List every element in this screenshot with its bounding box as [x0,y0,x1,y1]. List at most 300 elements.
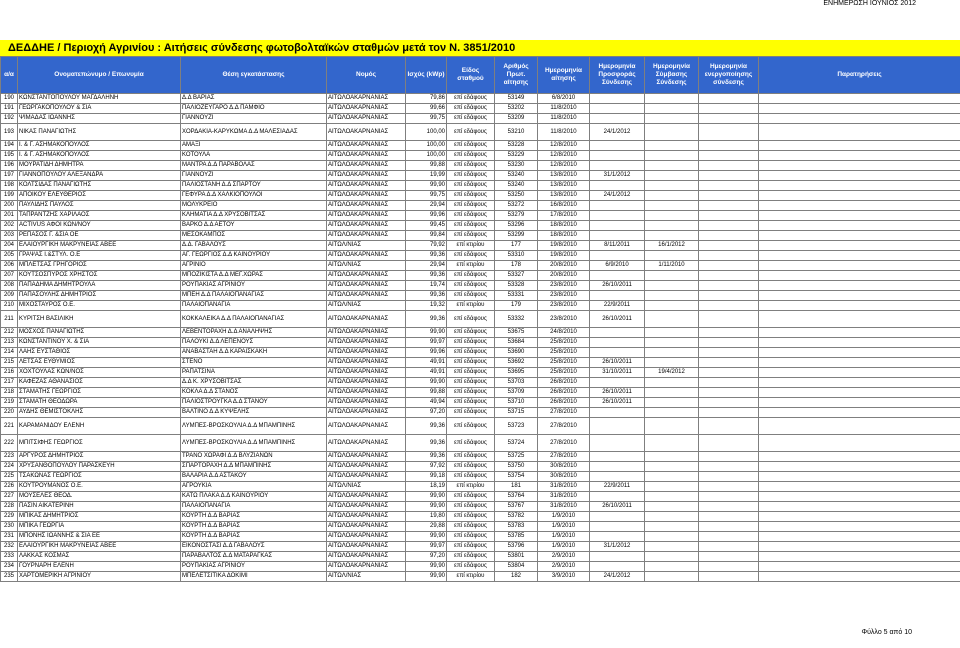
column-header: Ονοματεπώνυμο / Επωνυμία [18,57,181,94]
table-cell [759,114,960,124]
table-row [1,221,960,231]
table-cell: 177 [495,241,538,251]
table-cell: ΣΠΑΡΤΟΡΑΧΗ Δ.Δ ΜΠΑΜΠΙΝΗΣ [181,462,327,472]
table-row [1,161,960,171]
table-cell: ΑΙΤΩΛΟΑΚΑΡΝΑΝΙΑΣ [327,181,406,191]
table-cell [759,231,960,241]
table-cell: ΚΑΦΕΖΑΣ ΑΘΑΝΑΣΙΟΣ [18,378,181,388]
table-cell: ΕΛΑΙΟΥΡΓΙΚΗ ΜΑΚΡΥΝΕΙΑΣ ΑΒΕΕ [18,542,181,552]
table-cell [699,418,759,435]
table-cell [699,522,759,532]
table-cell: ΚΟΥΡΤΗ Δ.Δ ΒΑΡΙΑΣ [181,512,327,522]
table-cell: 219 [1,398,18,408]
table-cell: ΒΑΛΑΡΙΑ Δ.Δ ΑΣΤΑΚΟΥ [181,472,327,482]
table-cell: 235 [1,572,18,582]
table-cell: 53279 [495,211,538,221]
table-cell: ΑΙΤΩΛ/ΝΙΑΣ [327,241,406,251]
table-cell: 53202 [495,104,538,114]
table-cell: ΑΙΤΩΛΟΑΚΑΡΝΑΝΙΑΣ [327,418,406,435]
table-cell [759,151,960,161]
table-cell [699,452,759,462]
table-cell: 99,90 [406,328,447,338]
table-cell [759,542,960,552]
table-cell: ΑΓΡΟΥΚΙΑ [181,482,327,492]
table-cell [759,552,960,562]
table-row [1,211,960,221]
table-row [1,94,960,104]
table-cell: ΠΑΛΑΙΟΠΑΝΑΓΙΑ [181,301,327,311]
table-cell [759,201,960,211]
table-cell: επί εδάφους [447,542,495,552]
table-cell: ΜΟΣΧΟΣ ΠΑΝΑΓΙΩΤΗΣ [18,328,181,338]
table-cell: 16/8/2010 [538,201,590,211]
table-cell: ΓΕΦΥΡΑ Δ.Δ ΧΑΛΚΙΟΠΟΥΛΟΙ [181,191,327,201]
table-cell [759,408,960,418]
table-cell: επί εδάφους [447,104,495,114]
table-cell [699,201,759,211]
table-cell: ΠΑΛΟΥΚΙ Δ.Δ ΛΕΠΕΝΟΥΣ [181,338,327,348]
table-cell: 30/8/2010 [538,472,590,482]
table-cell: 193 [1,124,18,141]
table-cell: ΛΕΤΣΑΣ ΕΥΘΥΜΙΟΣ [18,358,181,368]
table-cell [759,512,960,522]
table-cell: επί εδάφους [447,452,495,462]
table-cell [699,532,759,542]
table-cell: επί εδάφους [447,311,495,328]
table-cell: 198 [1,181,18,191]
table-cell: 233 [1,552,18,562]
table-row [1,191,960,201]
table-cell [699,181,759,191]
table-cell: 22/9/2011 [590,301,645,311]
table-cell [645,522,699,532]
table-cell [699,472,759,482]
table-cell: επί εδάφους [447,492,495,502]
table-cell: επί εδάφους [447,502,495,512]
table-cell [590,452,645,462]
table-cell: ΑΙΤΩΛΟΑΚΑΡΝΑΝΙΑΣ [327,338,406,348]
table-cell: επί εδάφους [447,291,495,301]
column-header: Αριθμός Πρωτ. αίτησης [495,57,538,94]
table-cell [699,368,759,378]
table-cell: ΜΠΙΚΑΣ ΔΗΜΗΤΡΙΟΣ [18,512,181,522]
table-cell: ΠΑΡΑΒΑΛΤΟΣ Δ.Δ ΜΑΤΑΡΑΓΚΑΣ [181,552,327,562]
table-cell [590,231,645,241]
table-cell [759,358,960,368]
table-cell: 182 [495,572,538,582]
table-cell: ΑΙΤΩΛΟΑΚΑΡΝΑΝΙΑΣ [327,452,406,462]
table-cell: 53229 [495,151,538,161]
column-header: Θέση εγκατάστασης [181,57,327,94]
table-cell [645,482,699,492]
table-row [1,151,960,161]
table-cell: 26/8/2010 [538,378,590,388]
table-cell: 53210 [495,124,538,141]
table-row [1,241,960,251]
table-cell: 53695 [495,368,538,378]
table-cell: 26/10/2011 [590,311,645,328]
table-cell: ΜΙΧΟΣΤΑΥΡΟΣ Ο.Ε. [18,301,181,311]
table-cell [645,562,699,572]
table-cell: 23/8/2010 [538,311,590,328]
table-cell [645,221,699,231]
table-cell: 99,18 [406,472,447,482]
table-cell [590,291,645,301]
table-cell: 13/8/2010 [538,191,590,201]
table-cell: ΣΤΑΜΑΤΗΣ ΓΕΩΡΓΙΟΣ [18,388,181,398]
table-cell [645,291,699,301]
table-cell: ΑΙΤΩΛΟΑΚΑΡΝΑΝΙΑΣ [327,94,406,104]
table-row [1,472,960,482]
table-cell: ΛΑΚΚΑΣ ΚΟΣΜΑΣ [18,552,181,562]
table-cell [699,462,759,472]
table-cell: 19/8/2010 [538,251,590,261]
table-cell [699,221,759,231]
table-cell: 99,90 [406,378,447,388]
table-cell: 53272 [495,201,538,211]
column-header: Ισχύς (kWp) [406,57,447,94]
table-cell [645,348,699,358]
table-cell [699,141,759,151]
table-cell: 53715 [495,408,538,418]
table-cell: 53332 [495,311,538,328]
table-cell: ΜΠΟΖΙΚΙΣΤΑ Δ.Δ ΜΕΓ.ΧΩΡΑΣ [181,271,327,281]
table-cell: 99,97 [406,542,447,552]
table-cell [759,141,960,151]
table-cell: 27/8/2010 [538,408,590,418]
table-cell: ΑΙΤΩΛΟΑΚΑΡΝΑΝΙΑΣ [327,311,406,328]
table-cell: 16/1/2012 [645,241,699,251]
table-cell [759,291,960,301]
table-cell [645,388,699,398]
table-cell: 99,36 [406,291,447,301]
table-cell: 1/9/2010 [538,512,590,522]
table-cell: 25/8/2010 [538,368,590,378]
table-cell: 31/8/2010 [538,502,590,512]
table-cell [759,161,960,171]
table-cell: 24/1/2012 [590,124,645,141]
applications-table [0,56,960,582]
top-banner [0,0,960,9]
table-cell: ΑΙΤΩΛΟΑΚΑΡΝΑΝΙΑΣ [327,522,406,532]
table-cell: 26/10/2011 [590,388,645,398]
table-row [1,368,960,378]
table-cell [645,378,699,388]
table-cell: επί εδάφους [447,562,495,572]
table-cell: 99,36 [406,418,447,435]
table-cell: 53796 [495,542,538,552]
table-cell: 31/8/2010 [538,482,590,492]
table-row [1,301,960,311]
table-cell: επί κτιρίου [447,241,495,251]
table-cell: 207 [1,271,18,281]
table-cell: 194 [1,141,18,151]
table-cell [699,398,759,408]
table-cell: ΠΑΛΙΟΣΤΑΝΗ Δ.Δ ΣΠΑΡΤΟΥ [181,181,327,191]
table-cell: ΑΙΤΩΛΟΑΚΑΡΝΑΝΙΑΣ [327,151,406,161]
table-cell: 229 [1,512,18,522]
table-cell [590,181,645,191]
table-cell [590,151,645,161]
table-cell: 99,75 [406,114,447,124]
table-cell: ΑΠΟΙΚΟΥ ΕΛΕΥΘΕΡΙΟΣ [18,191,181,201]
table-cell: ΤΣΑΚΩΝΑΣ ΓΕΩΡΓΙΟΣ [18,472,181,482]
table-row [1,291,960,301]
table-row [1,482,960,492]
table-cell: 214 [1,348,18,358]
table-cell: επί κτιρίου [447,301,495,311]
page-number: Φύλλο 5 από 10 [861,629,912,636]
table-row [1,311,960,328]
table-cell: 53692 [495,358,538,368]
table-cell: ΑΙΤΩΛΟΑΚΑΡΝΑΝΙΑΣ [327,512,406,522]
table-cell: 99,36 [406,435,447,452]
table-cell [759,261,960,271]
table-cell [645,338,699,348]
table-cell [590,201,645,211]
table-cell: 27/8/2010 [538,418,590,435]
table-cell [759,472,960,482]
table-cell: επί εδάφους [447,231,495,241]
table-cell [590,472,645,482]
table-cell: ΠΑΛΙΟΖΕΥΓΑΡΟ Δ.Δ ΠΑΜΦΙΟ [181,104,327,114]
table-cell: 99,36 [406,271,447,281]
table-cell: 205 [1,251,18,261]
table-cell: επί εδάφους [447,552,495,562]
table-cell [645,502,699,512]
table-cell: ΑΙΤΩΛΟΑΚΑΡΝΑΝΙΑΣ [327,388,406,398]
table-cell [645,251,699,261]
column-header: α/α [1,57,18,94]
table-cell: ΑΙΤΩΛΟΑΚΑΡΝΑΝΙΑΣ [327,104,406,114]
table-row [1,452,960,462]
table-cell [645,231,699,241]
table-cell [590,552,645,562]
table-cell: ΚΟΥΡΤΗ Δ.Δ ΒΑΡΙΑΣ [181,532,327,542]
table-cell: 100,00 [406,124,447,141]
table-cell: 27/8/2010 [538,435,590,452]
table-row [1,124,960,141]
table-cell: 24/1/2012 [590,191,645,201]
table-row [1,552,960,562]
table-cell: ΤΑΠΡΑΝΤΖΗΣ ΧΑΡΙΛΑΟΣ [18,211,181,221]
table-cell: 224 [1,462,18,472]
table-cell: 11/8/2010 [538,124,590,141]
table-cell [759,191,960,201]
table-cell: 99,45 [406,221,447,231]
table-cell: 12/8/2010 [538,161,590,171]
table-cell: 6/8/2010 [538,94,590,104]
table-cell [590,161,645,171]
table-cell [699,328,759,338]
table-cell: 31/8/2010 [538,492,590,502]
table-cell: ΚΑΡΑΜΑΝΙΔΟΥ ΕΛΕΝΗ [18,418,181,435]
table-cell: 99,90 [406,532,447,542]
table-cell [645,311,699,328]
table-cell [699,512,759,522]
table-cell [645,572,699,582]
table-cell [645,452,699,462]
table-row [1,512,960,522]
table-cell: Δ.Δ. ΓΑΒΑΛΟΥΣ [181,241,327,251]
table-cell: 27/8/2010 [538,452,590,462]
table-cell: ΝΙΚΑΣ ΠΑΝΑΓΙΩΤΗΣ [18,124,181,141]
title-bar [0,40,960,56]
table-cell: ΑΙΤΩΛ/ΝΙΑΣ [327,482,406,492]
table-cell: ΑΜΑΞΙ [181,141,327,151]
table-cell [759,388,960,398]
table-cell: 206 [1,261,18,271]
table-cell: 8/11/2011 [590,241,645,251]
table-cell [645,161,699,171]
table-cell: ΜΕΣΟΚΑΜΠΟΣ [181,231,327,241]
table-cell: επί εδάφους [447,201,495,211]
table-cell: ΑΙΤΩΛΟΑΚΑΡΝΑΝΙΑΣ [327,221,406,231]
table-cell [645,542,699,552]
table-cell: Δ.Δ ΒΑΡΙΑΣ [181,94,327,104]
table-cell: 19,99 [406,171,447,181]
table-cell: ΑΙΤΩΛΟΑΚΑΡΝΑΝΙΑΣ [327,398,406,408]
table-cell: ΑΙΤΩΛΟΑΚΑΡΝΑΝΙΑΣ [327,542,406,552]
table-cell [590,94,645,104]
column-header: Ημερομηνία Σύμβασης Σύνδεσης [645,57,699,94]
table-cell: 26/8/2010 [538,398,590,408]
table-cell [590,378,645,388]
table-cell: ΛΥΜΠΕΣ-ΒΡΟΣΚΟΥΛΙΑ Δ.Δ ΜΠΑΜΠΙΝΗΣ [181,418,327,435]
table-cell: ΑΙΤΩΛΟΑΚΑΡΝΑΝΙΑΣ [327,231,406,241]
table-cell: επί εδάφους [447,124,495,141]
table-cell: 11/8/2010 [538,104,590,114]
table-cell: ΑΙΤΩΛΟΑΚΑΡΝΑΝΙΑΣ [327,368,406,378]
table-cell [699,562,759,572]
table-cell: 192 [1,114,18,124]
table-cell: 2/9/2010 [538,552,590,562]
table-cell [590,221,645,231]
table-cell [590,462,645,472]
table-cell: 99,90 [406,562,447,572]
table-cell: ΤΡΑΝΟ ΧΩΡΑΦΙ Δ.Δ ΒΛΥΖΙΑΝΩΝ [181,452,327,462]
table-cell [590,435,645,452]
table-row [1,281,960,291]
table-cell: 19,80 [406,512,447,522]
table-cell: 178 [495,261,538,271]
table-cell: ΑΝΑΒΑΣΤΑΗ Δ.Δ ΚΑΡΑΙΣΚΑΚΗ [181,348,327,358]
table-cell [699,231,759,241]
table-cell: 225 [1,472,18,482]
column-header: Παρατηρήσεις [759,57,960,94]
table-cell: 26/10/2011 [590,281,645,291]
table-cell [590,271,645,281]
table-cell: επί εδάφους [447,271,495,281]
table-cell [590,348,645,358]
table-cell: 220 [1,408,18,418]
table-cell: 99,90 [406,572,447,582]
table-cell [759,452,960,462]
table-cell [699,171,759,181]
table-cell [759,348,960,358]
table-cell: 218 [1,388,18,398]
table-cell [699,151,759,161]
table-cell: ΚΟΤΟΥΛΑ [181,151,327,161]
table-cell: επί κτιρίου [447,572,495,582]
table-cell: 53327 [495,271,538,281]
table-cell: επί εδάφους [447,408,495,418]
table-cell: ΓΙΑΝΝΟΥΖΙ [181,114,327,124]
table-cell [590,251,645,261]
table-cell: επί εδάφους [447,114,495,124]
table-cell: 211 [1,311,18,328]
table-cell: Δ.Δ Κ. ΧΡΥΣΟΒΙΤΣΑΣ [181,378,327,388]
table-row [1,141,960,151]
table-cell: 20/8/2010 [538,261,590,271]
table-cell: 99,96 [406,211,447,221]
table-cell: ΑΙΤΩΛΟΑΚΑΡΝΑΝΙΑΣ [327,348,406,358]
table-cell: 53723 [495,418,538,435]
table-cell: επί εδάφους [447,512,495,522]
table-cell: ΑΙΤΩΛΟΑΚΑΡΝΑΝΙΑΣ [327,271,406,281]
table-cell: 29,88 [406,522,447,532]
table-cell: ΚΟΚΚΑΛΕΙΚΑ Δ.Δ ΠΑΛΑΙΟΠΑΝΑΓΙΑΣ [181,311,327,328]
table-cell: επί εδάφους [447,251,495,261]
table-body [1,94,960,582]
table-cell [699,281,759,291]
table-cell: 208 [1,281,18,291]
table-cell [645,141,699,151]
table-cell: επί εδάφους [447,338,495,348]
table-cell [590,408,645,418]
table-cell: 53725 [495,452,538,462]
table-row [1,201,960,211]
table-cell: 195 [1,151,18,161]
table-cell [699,435,759,452]
table-cell [699,94,759,104]
table-cell [759,368,960,378]
table-cell [645,94,699,104]
table-row [1,502,960,512]
table-cell: 230 [1,522,18,532]
table-cell: ΚΛΗΜΑΤΙΑ Δ.Δ ΧΡΥΣΟΒΙΤΣΑΣ [181,211,327,221]
table-cell: ΓΡΑΨΑΣ Ι.&ΣΤΥΛ. Ο.Ε [18,251,181,261]
table-cell [645,201,699,211]
table-cell: ΜΠΙΤΣΙΦΗΣ ΓΕΩΡΓΙΟΣ [18,435,181,452]
table-cell: ΓΙΑΝΝΟΠΟΥΛΟΥ ΑΛΕΞΑΝΔΡΑ [18,171,181,181]
table-cell: ΑΙΤΩΛ/ΝΙΑΣ [327,301,406,311]
column-header: Νομός [327,57,406,94]
table-cell [759,502,960,512]
table-cell: 18/8/2010 [538,221,590,231]
table-row [1,348,960,358]
table-row [1,572,960,582]
table-cell [590,338,645,348]
table-cell: επί εδάφους [447,281,495,291]
table-cell: 24/1/2012 [590,572,645,582]
table-cell: ΑΡΓΥΡΟΣ ΔΗΜΗΤΡΙΟΣ [18,452,181,462]
table-cell: 232 [1,542,18,552]
table-cell: επί εδάφους [447,141,495,151]
table-row [1,435,960,452]
table-cell: ΑΙΤΩΛΟΑΚΑΡΝΑΝΙΑΣ [327,358,406,368]
table-cell [699,241,759,251]
table-cell [590,562,645,572]
table-cell: ΣΤΕΝΟ [181,358,327,368]
table-cell [699,211,759,221]
table-cell [699,492,759,502]
table-cell: ΑΙΤΩΛΟΑΚΑΡΝΑΝΙΑΣ [327,141,406,151]
table-row [1,171,960,181]
table-cell: ΜΠΟΝΗΣ ΙΩΑΝΝΗΣ & ΣΙΑ ΕΕ [18,532,181,542]
table-cell [645,151,699,161]
table-cell: 22/9/2011 [590,482,645,492]
